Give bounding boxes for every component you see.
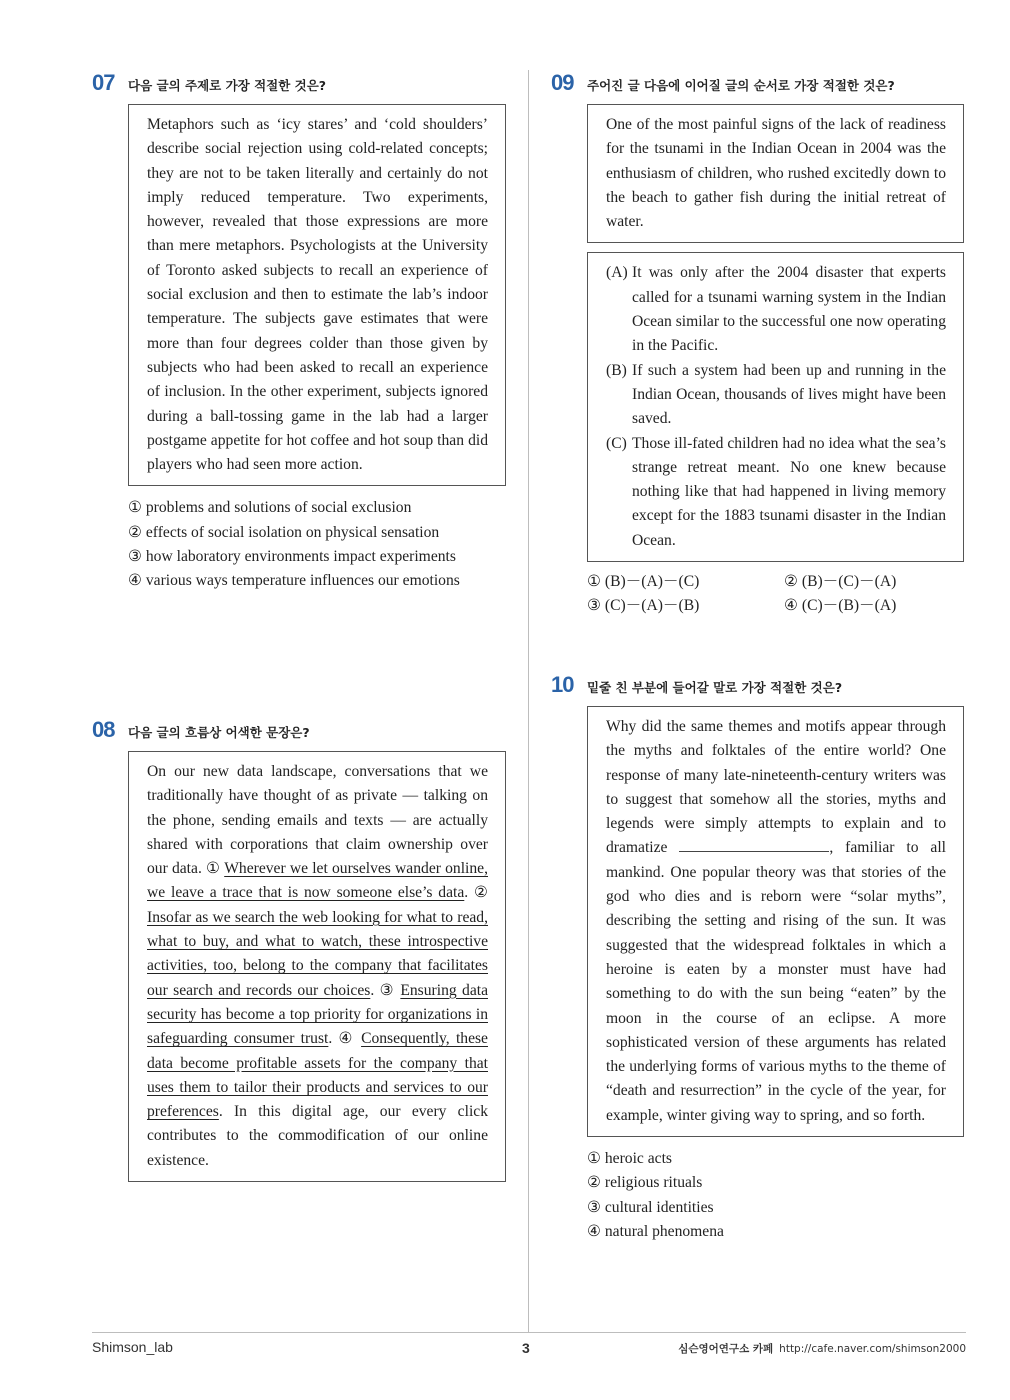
question-number: 09 [551, 70, 574, 95]
sentence-2[interactable]: Insofar as we search the web looking for what to read, what to buy, and what to watch, these introspective activities, too, belong to the company that facilitates our search and records our choices [147, 908, 488, 999]
passage-text: Metaphors such as ‘icy stares’ and ‘cold shoulders’ describe social rejection using cold-related concepts; they are not to be taken literally and certainly do not imply reduced temperature. Two experiments, however, revealed that those expressions are more than mere metaphors. Psychologists at the University of Toronto asked subjects to recall an experience of social exclusion and then to estimate the lab’s indoor temperature. The subjects gave estimates that were more than four degrees colder than those given by subjects who had been asked to recall an experience of inclusion. In the other experiment, subjects ignored during a ball-tossing game in the lab had a larger postgame appetite for hot coffee and hot soup than did players who had seen more action. [147, 116, 488, 474]
sentence-1-marker: ① [206, 860, 225, 878]
paragraph-b [606, 359, 946, 432]
question-prompt: 다음 글의 주제로 가장 적절한 것은? [128, 78, 327, 93]
choice-1[interactable]: ① problems and solutions of social exclusion [128, 499, 412, 517]
question-header [551, 70, 965, 96]
given-passage-text: One of the most painful signs of the lack of readiness for the tsunami in the Indian Ocean in 2004 was the enthusiasm of children, who rushed excitedly down to the beach to gather fish during the initial retreat of water. [606, 116, 946, 231]
footer-brand: Shimson_lab [92, 1339, 173, 1355]
passage-intro: On our new data landscape, conversations that we traditionally have thought of as private — talking on the phone, sending emails and texts — are actually shared with corporations that claim ownership over our data. [147, 763, 488, 878]
question-prompt: 밑줄 친 부분에 들어갈 말로 가장 적절한 것은? [587, 680, 843, 695]
paragraph-text: If such a system had been up and running in the Indian Ocean, thousands of lives might have been saved. [632, 361, 946, 428]
choice-4[interactable]: ④ natural phenomena [587, 1222, 724, 1240]
sentence-4[interactable]: Consequently, these data become profitable assets for the company that uses them to tailor their products and services to our preferences [147, 1030, 488, 1121]
footer-cafe-url[interactable]: http://cafe.naver.com/shimson2000 [779, 1343, 966, 1355]
question-number: 07 [92, 70, 115, 95]
choice-3[interactable]: ③ cultural identities [587, 1198, 714, 1216]
question-10 [551, 672, 965, 1244]
paragraph-c [606, 432, 946, 553]
question-prompt: 다음 글의 흐름상 어색한 문장은? [128, 725, 310, 740]
paragraph-text: It was only after the 2004 disaster that experts called for a tsunami warning system in the Indian Ocean similar to the successful one now operating in the Pacific. [632, 264, 946, 355]
footer-cafe [678, 1341, 966, 1356]
answer-choices [587, 1147, 965, 1244]
choice-4[interactable]: ④ (C)－(B)－(A) [784, 597, 897, 615]
paragraph-label: (B) [606, 361, 627, 379]
choice-2[interactable]: ② effects of social isolation on physical sensation [128, 523, 440, 541]
choice-3[interactable]: ③ (C)－(A)－(B) [587, 597, 700, 615]
sentence-3[interactable]: Ensuring data security has become a top priority for organizations in safeguarding consumer trust [147, 981, 488, 1048]
paragraph-label: (A) [606, 264, 628, 282]
paragraph-label: (C) [606, 434, 627, 452]
choice-4[interactable]: ④ various ways temperature influences our emotions [128, 572, 460, 590]
question-header [92, 717, 506, 743]
footer-cafe-label: 심슨영어연구소 카페 [678, 1343, 774, 1355]
question-number: 08 [92, 717, 115, 742]
page-number: 3 [522, 1340, 530, 1356]
sentence-1[interactable]: Wherever we let ourselves wander online, we leave a trace that is now someone else’s data [147, 860, 488, 902]
choice-2[interactable]: ② (B)－(C)－(A) [784, 573, 897, 591]
column-divider [528, 70, 529, 1332]
choice-2[interactable]: ② religious rituals [587, 1174, 703, 1192]
question-header [551, 672, 965, 698]
passage-text-after: , familiar to all mankind. One popular theory was that stories of the god who dies and is reborn were “solar myths”, describing the setting and rising of the sun. It was suggested that the widespread folktales in which a heroine is eaten by a monster must have had something to do with the sun being “eaten” by the moon in the course of an eclipse. A more sophisticated version of these arguments has related the underlying forms of various myths to the theme of “death and resurrection” in the cycle of the year, for example, winter giving way to spring, and so forth. [606, 839, 946, 1124]
choice-1[interactable]: ① (B)－(A)－(C) [587, 573, 700, 591]
question-header [92, 70, 506, 96]
choice-3[interactable]: ③ how laboratory environments impact experiments [128, 548, 456, 566]
passage-box [128, 104, 506, 486]
paragraph-a [606, 261, 946, 358]
question-prompt: 주어진 글 다음에 이어질 글의 순서로 가장 적절한 것은? [587, 78, 895, 93]
sentence-2-marker: ② [468, 884, 488, 902]
answer-choices [587, 570, 965, 619]
ordering-box [587, 252, 964, 562]
sentence-3-marker: ③ [374, 981, 401, 999]
footer-rule [92, 1332, 966, 1333]
question-07 [92, 70, 506, 594]
passage-outro: In this digital age, our every click contributes to the commodification of our online existence. [147, 1103, 488, 1169]
choice-1[interactable]: ① heroic acts [587, 1150, 672, 1168]
passage-text-before: Why did the same themes and motifs appear through the myths and folktales of the entire world? One response of many late-nineteenth-century writers was to suggest that somehow all the stories, myths and legends were simply attempts to explain and to dramatize [606, 718, 946, 857]
answer-choices [128, 496, 506, 593]
given-passage-box [587, 104, 964, 243]
answer-blank [679, 837, 829, 852]
passage-box [587, 706, 964, 1137]
sentence-4-marker: ④ [332, 1030, 362, 1048]
passage-box: On our new data landscape, conversations that we traditionally have thought of as private — talking on the phone, sending emails and texts — are actually shared with corporations that claim ownership over our data. ① Wherever we let ourselves wander online, we leave a trace that is now someone else’s data. ② Insofar as we search the web looking for what to read, what to buy, and what to watch, these introspective activities, too, belong to the company that facilitates our search and records our choices. ③ Ensuring data security has become a top priority for organizations in safeguarding consumer trust. ④ Consequently, these data become profitable assets for the company that uses them to tailor their products and services to our preferences. In this digital age, our every click contributes to the commodification of our online existence. [128, 751, 506, 1182]
question-08 [92, 717, 506, 1182]
paragraph-text: Those ill-fated children had no idea what the sea’s strange retreat meant. No one knew because nothing like that had happened in living memory except for the 1883 tsunami disaster in the Indian Ocean. [632, 434, 946, 549]
question-number: 10 [551, 672, 574, 697]
question-09 [551, 70, 965, 619]
